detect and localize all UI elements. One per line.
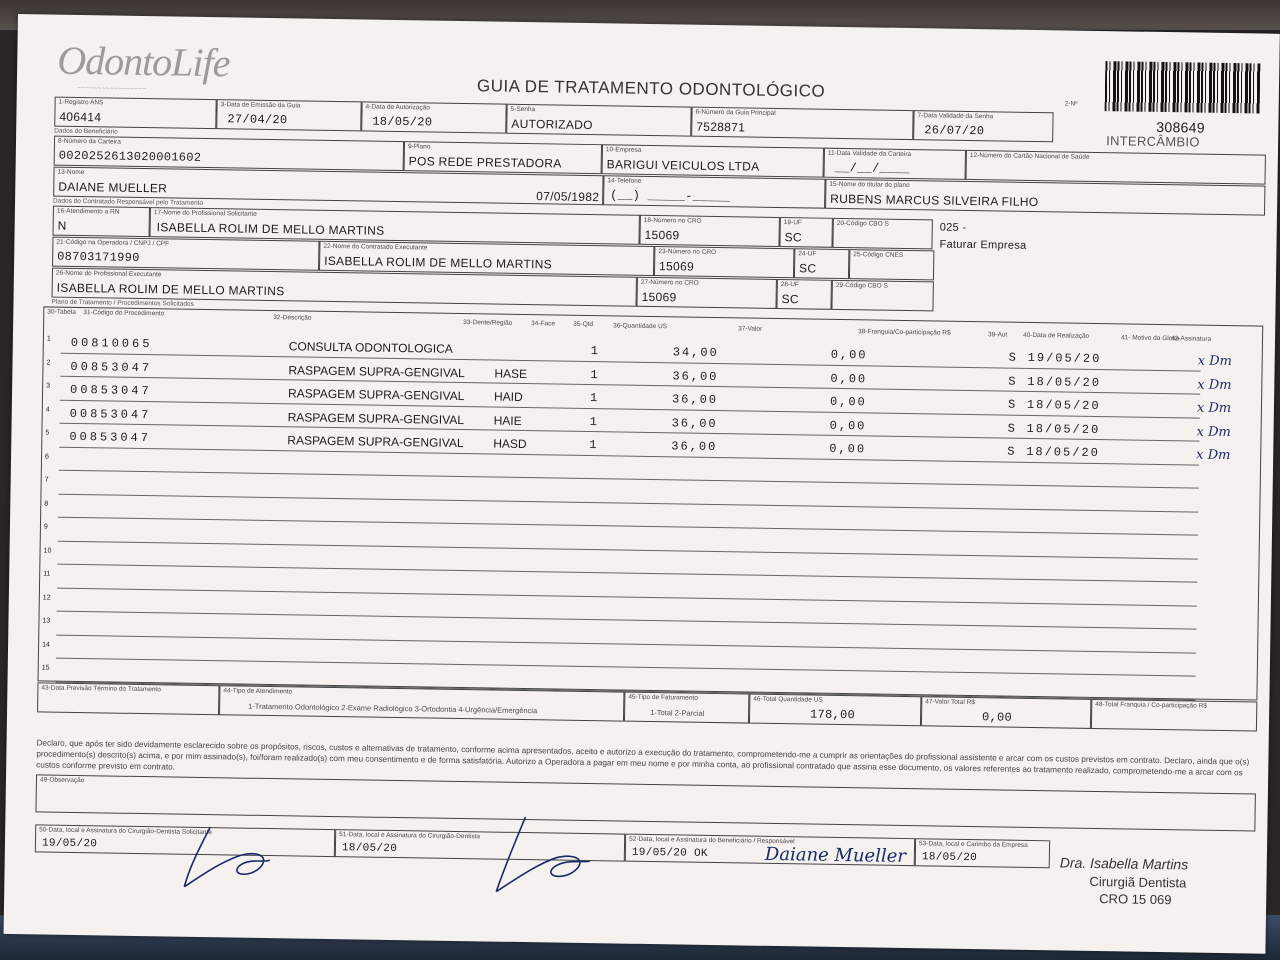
field-contratado-executante: 22-Nome do Contratado Executante ISABELLA ROLIM DE MELLO MARTINS (319, 241, 654, 276)
barcode (1105, 61, 1261, 113)
field-atendimento-rn: 16-Atendimento a RN N (53, 206, 150, 238)
procedure-number: 8 (44, 499, 49, 508)
procedure-number: 7 (44, 476, 49, 484)
field-total-us: 46-Total Quantidade US 178,00 (749, 694, 921, 727)
procedure-signature: x Dm (1196, 447, 1231, 464)
field-previsao-termino: 43-Data Previsão Término do Tratamento (37, 682, 219, 715)
beneficiary-signature: Daiane Mueller (764, 843, 907, 868)
field-cro-1: 18-Número no CRO 15069 (639, 215, 779, 247)
field-validade-senha: 7-Data Validade da Senha 26/07/20 (913, 110, 1053, 142)
field-cbos-1: 20-Código CBO S (832, 218, 932, 250)
procedure-authorized: S (1008, 350, 1017, 365)
procedure-tooth-region: HAID (493, 389, 523, 404)
procedure-number: 15 (41, 664, 50, 672)
field-tipo-atendimento: 44-Tipo de Atendimento 1-Tratamento Odontológico 2-Exame Radiológico 3-Ortodontia 4-Urgência/Emergência (219, 685, 624, 721)
procedure-signature: x Dm (1197, 377, 1232, 393)
procedure-number: 2 (46, 358, 51, 367)
procedure-code: 00810065 (70, 335, 153, 352)
procedure-authorized: S (1007, 421, 1015, 436)
procedure-description: CONSULTA ODONTOLOGICA (288, 339, 453, 356)
col-qtd: 35-Qtd (573, 320, 594, 329)
field-cbos-3: 29-Código CBO S (831, 280, 933, 312)
procedure-us: 36,00 (672, 368, 719, 384)
col-codigo: 31-Código do Procedimento (83, 309, 165, 318)
procedure-signature: x Dm (1196, 400, 1232, 417)
field-data-emissao: 3-Data de Emissão da Guia 27/04/20 (216, 99, 361, 131)
procedure-tooth-region: HASD (493, 436, 527, 452)
procedure-code: 00853047 (69, 429, 152, 446)
procedure-code: 00853047 (69, 382, 152, 399)
procedure-date: 19/05/20 (1027, 350, 1102, 367)
procedure-number: 13 (42, 617, 51, 625)
procedure-us: 34,00 (672, 345, 719, 361)
procedure-number: 14 (42, 640, 50, 649)
field-uf-1: 19-UF SC (779, 217, 832, 248)
procedure-value: 0,00 (829, 394, 867, 410)
field-valor-total: 47-Valor Total R$ 0,00 (921, 696, 1091, 729)
field-observacao: 49-Observação (35, 774, 1255, 831)
procedure-code: 00853047 (70, 359, 153, 375)
procedure-number: 5 (45, 429, 50, 437)
field-profissional-solicitante: 17-Nome do Profissional Solicitante ISABELLA ROLIM DE MELLO MARTINS (150, 207, 640, 245)
procedure-number: 6 (44, 452, 50, 461)
col-face: 34-Face (531, 320, 556, 328)
field-tipo-faturamento: 45-Tipo de Faturamento 1-Total 2-Parcial (624, 692, 749, 724)
field-uf-2: 24-UF SC (794, 248, 849, 279)
procedure-quantity: 1 (590, 367, 598, 382)
procedure-value: 0,00 (829, 441, 867, 457)
field-uf-3: 28-UF SC (776, 279, 831, 310)
procedure-number: 11 (43, 570, 51, 578)
col-assinatura: 42-Assinatura (1170, 335, 1212, 343)
field-guia-principal: 6-Número da Guia Principal 7528871 (691, 107, 913, 140)
procedure-description: RASPAGEM SUPRA-GENGIVAL (287, 409, 465, 427)
field-empresa: 10-Empresa BARIGUI VEICULOS LTDA (602, 144, 824, 177)
procedure-date: 18/05/20 (1026, 397, 1101, 414)
field-titular: 15-Nome do titular do plano RUBENS MARCUS SILVEIRA FILHO (825, 179, 1265, 216)
declaration-text: Declaro, que após ter sido devidamente esclarecido sobre os propósitos, riscos, custos e alternativas de tratamento, conforme acima apresentados, aceito e autorizo a execução do tratamento, comprometendo-me a cumprir as orientações do profissional assistente e arcar com os custos previstos em contrato. Declaro, ainda que o(s) procedimento(s) descrito(s) acima, e por mim assinado(s), foi/foram realizado(s) com meu consentimento e de forma satisfatória. Autorizo a Operadora a pagar em meu nome e por minha conta, ao profissional contratado que assina esse documento, os valores referentes ao tratamento realizado, comprometendo-me a arcar com os custos conforme previsto em contrato. (36, 738, 1250, 778)
procedure-number: 12 (42, 593, 51, 602)
guide-form-sheet (4, 14, 1280, 954)
procedure-us: 36,00 (671, 439, 718, 455)
signature-drawing-2 (474, 801, 606, 903)
field-validade-carteira: 11-Data Validade da Carteira __/__/____ (824, 148, 966, 180)
col-qtd-us: 36-Quantidade US (613, 322, 668, 331)
section-plano-tratamento: Plano de Tratamento / Procedimentos Solicitados (51, 298, 194, 308)
procedure-us: 36,00 (671, 415, 718, 431)
intercambio-label: INTERCÂMBIO (1106, 133, 1200, 150)
col-aut: 39-Aut (988, 331, 1008, 339)
procedure-quantity: 1 (590, 344, 599, 359)
field-assinatura-solicitante: 50-Data, local e Assinatura do Cirurgião-Dentista Solicitante 19/05/20 (35, 824, 335, 857)
procedure-number: 9 (43, 523, 48, 531)
col-descricao: 32-Descrição (273, 314, 312, 322)
odontolife-logo: OdontoLife (56, 37, 230, 86)
col-tabela: 30-Tabela (47, 308, 76, 316)
field-assinatura-executante: 51-Data, local e Assinatura do Cirurgião-Dentista 18/05/20 (335, 829, 625, 862)
procedure-authorized: S (1007, 444, 1015, 459)
field-profissional-executante: 26-Nome do Profissional Executante ISABELLA ROLIM DE MELLO MARTINS (52, 268, 637, 307)
field-telefone: 14-Telefone (__) _____-_____ (603, 175, 825, 208)
col-data-realizacao: 40-Data de Realização (1023, 331, 1090, 340)
field-cnes: 25-Código CNES (849, 249, 934, 280)
procedure-value: 0,00 (830, 371, 868, 386)
procedure-quantity: 1 (589, 391, 598, 406)
procedure-quantity: 1 (589, 438, 597, 453)
procedure-number: 4 (45, 405, 50, 414)
procedure-number: 10 (43, 546, 52, 555)
procedure-quantity: 1 (589, 414, 597, 429)
note-faturar-empresa: Faturar Empresa (939, 238, 1027, 252)
procedure-us: 36,00 (671, 392, 719, 408)
field-registro-ans: 1-Registro ANS 406414 (54, 97, 216, 130)
field-plano: 9-Plano POS REDE PRESTADORA (404, 141, 602, 174)
stamp-cro: CRO 15 069 (1099, 891, 1172, 908)
procedure-number: 1 (46, 335, 51, 343)
logo-tagline: ~~~~~~~~~~~~~~~~~ (76, 84, 147, 94)
procedure-tooth-region: HASE (494, 366, 528, 381)
stamp-name: Dra. Isabella Martins (1059, 854, 1189, 873)
field-cartao-nacional: 12-Número do Cartão Nacional de Saúde (966, 150, 1266, 185)
procedure-description: RASPAGEM SUPRA-GENGIVAL (287, 433, 464, 451)
field-nome: 13-Nome DAIANE MUELLER 07/05/1982 (53, 167, 603, 206)
guide-number: 308649 (1156, 118, 1206, 136)
procedure-value: 0,00 (830, 347, 868, 363)
label-2-no: 2-Nº (1064, 100, 1078, 108)
col-motivo-glosa: 41- Motivo da Glosa (1120, 334, 1180, 343)
section-beneficiario: Dados do Beneficiário (54, 127, 118, 136)
field-codigo-operadora: 21-Código na Operadora / CNPJ / CPF 08703171990 (52, 237, 319, 271)
field-assinatura-beneficiario: 52-Data, local e Assinatura do Beneficiário / Responsável 19/05/20 OK (625, 834, 915, 867)
procedure-value: 0,00 (829, 418, 867, 433)
stamp-title: Cirurgiã Dentista (1089, 873, 1187, 891)
procedure-description: RASPAGEM SUPRA-GENGIVAL (287, 386, 465, 404)
section-contratado: Dados do Contratado Responsável pelo Tratamento (53, 197, 204, 207)
col-valor: 37-Valor (738, 325, 763, 333)
procedure-date: 18/05/20 (1026, 444, 1100, 461)
field-data-autorizacao: 4-Data de Autorização 18/05/20 (361, 101, 506, 133)
form-title: GUIA DE TRATAMENTO ODONTOLÓGICO (476, 76, 826, 101)
procedure-date: 18/05/20 (1027, 374, 1102, 390)
procedure-code: 00853047 (69, 406, 152, 422)
procedure-description: RASPAGEM SUPRA-GENGIVAL (288, 362, 465, 380)
field-cro-3: 27-Número no CRO 15069 (636, 277, 776, 309)
field-carimbo-empresa: 53-Data, local e Carimbo da Empresa 18/05/20 (915, 838, 1050, 868)
procedure-authorized: S (1008, 374, 1016, 389)
signature-drawing-1 (169, 806, 290, 898)
procedure-signature: x Dm (1196, 424, 1231, 440)
col-dente: 33-Dente/Região (463, 319, 513, 327)
col-franquia: 38-Franquia/Co-participação R$ (858, 328, 951, 337)
note-025: 025 - (939, 221, 967, 234)
procedure-number: 3 (46, 382, 51, 390)
field-senha: 5-Senha AUTORIZADO (506, 104, 691, 137)
procedure-date: 18/05/20 (1026, 421, 1101, 437)
field-total-franquia: 48-Total Franquia / Co-participação R$ (1091, 699, 1257, 732)
procedure-tooth-region: HAIE (493, 413, 522, 428)
field-numero-carteira: 8-Número da Carteira 0020252613020001602 (54, 136, 404, 171)
field-cro-2: 23-Número no CRO 15069 (654, 246, 794, 278)
procedure-signature: x Dm (1197, 353, 1233, 370)
procedure-authorized: S (1007, 397, 1016, 412)
